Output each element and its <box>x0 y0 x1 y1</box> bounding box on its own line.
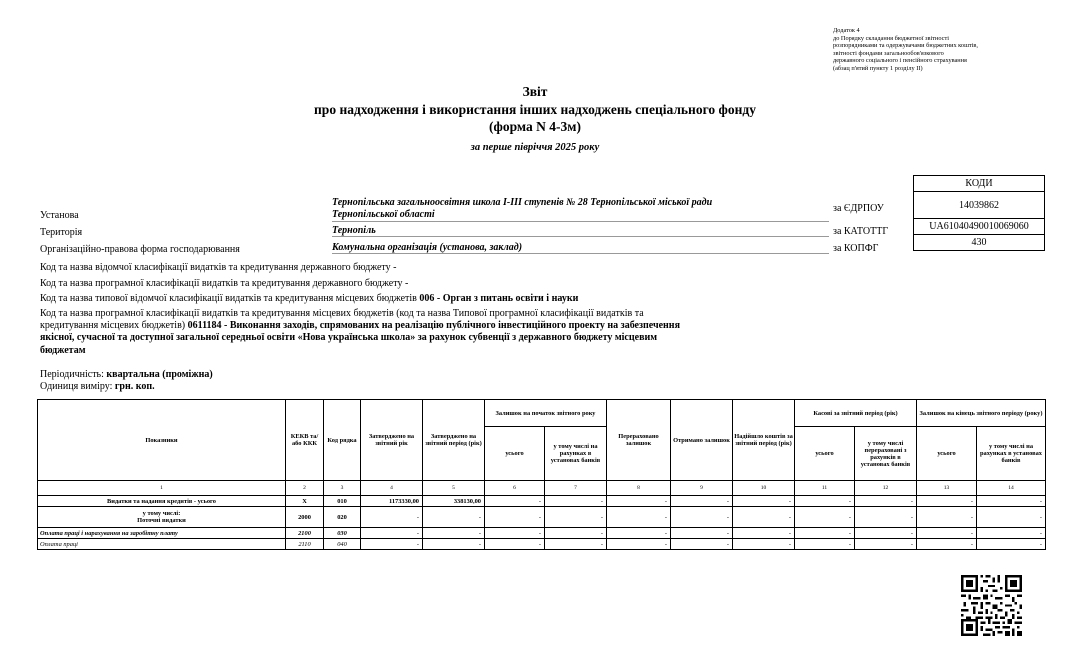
territory-value: Тернопіль <box>332 225 829 237</box>
cell-value: 338130,00 <box>423 496 485 507</box>
table-row <box>38 507 1046 528</box>
local-dept-class-value: 006 - Орган з питань освіти і науки <box>419 293 579 304</box>
header-received: Отримано залишок <box>671 400 733 481</box>
col-number: 2 <box>286 481 324 496</box>
codes-header: КОДИ <box>914 176 1045 192</box>
row-name-line: Поточні видатки <box>137 517 186 524</box>
cell-value: - <box>607 496 671 507</box>
report-form: (форма N 4-3м) <box>489 119 581 134</box>
cell-value: - <box>855 507 917 528</box>
cell-value: - <box>671 507 733 528</box>
cell-value: - <box>855 539 917 550</box>
qr-code-icon <box>961 575 1022 636</box>
col-number: 13 <box>917 481 977 496</box>
cell-value: - <box>423 539 485 550</box>
cell-value: - <box>855 528 917 539</box>
cell-value: - <box>671 496 733 507</box>
note-line: звітності фондами загальнообов'язкового <box>833 49 944 57</box>
cell-value: - <box>855 496 917 507</box>
header-indicators: Показники <box>38 400 286 481</box>
cell-value: - <box>733 507 795 528</box>
cell-value: - <box>977 507 1046 528</box>
cell-value: - <box>423 507 485 528</box>
header-cash: Касові за звітний період (рік) <box>795 400 917 427</box>
note-line: Додаток 4 <box>833 27 860 34</box>
cell-value: - <box>795 528 855 539</box>
legal-form-label: Організаційно-правова форма господарювання <box>40 244 240 255</box>
note-line: розпорядниками та одержувачами бюджетних коштів, <box>833 42 978 50</box>
edrpou-label: за ЄДРПОУ <box>833 203 884 214</box>
state-dept-class: Код та назва відомчої класифікації видатків та кредитування державного бюджету - <box>40 262 397 273</box>
header-total: усього <box>485 427 545 481</box>
unit-value: грн. коп. <box>114 381 155 392</box>
cell-value: - <box>485 507 545 528</box>
cell-value: - <box>361 539 423 550</box>
col-number: 12 <box>855 481 917 496</box>
report-title: Звіт <box>522 84 548 99</box>
header-approved-period: Затверджено на звітний період (рік) <box>423 400 485 481</box>
report-table <box>37 399 1046 550</box>
header-income: Надійшло коштів за звітний період (рік) <box>733 400 795 481</box>
local-program-class-value: якісної, сучасної та доступної загальної середньої освіти «Нова українська школа» за рахунок субвенції з державного бюджету місцевим <box>40 332 658 344</box>
cell-value: - <box>977 539 1046 550</box>
col-number: 1 <box>38 481 286 496</box>
local-dept-class-label: Код та назва типової відомчої класифікації видатків та кредитування місцевих бюджетів <box>40 293 420 304</box>
cell-value: - <box>671 539 733 550</box>
cell-value: - <box>607 528 671 539</box>
kopfg-code: 430 <box>914 235 1045 251</box>
territory-label: Територія <box>40 227 83 238</box>
note-line: (абзац п'ятий пункту 1 розділу II) <box>833 64 923 72</box>
row-code: 030 <box>324 528 361 539</box>
institution-value-line: Тернопільської області <box>332 209 435 220</box>
cell-value: - <box>361 528 423 539</box>
row-kekv: 2100 <box>286 528 324 539</box>
header-banks: у тому числі на рахунках в установах банків <box>545 427 607 481</box>
header-total: усього <box>795 427 855 481</box>
local-program-class-label: кредитування місцевих бюджетів) <box>40 320 188 332</box>
cell-value: - <box>361 507 423 528</box>
unit-label: Одиниця виміру: <box>40 381 115 392</box>
row-kekv: X <box>286 496 324 507</box>
cell-value: - <box>795 496 855 507</box>
cell-value: - <box>917 507 977 528</box>
cell-value: - <box>795 539 855 550</box>
cell-value: - <box>423 528 485 539</box>
state-program-class: Код та назва програмної класифікації видатків та кредитування державного бюджету - <box>40 278 409 289</box>
local-program-class-value: 0611184 - Виконання заходів, спрямованих на реалізацію публічного інвестиційного проекту на забезпечення <box>187 320 680 332</box>
appendix-note <box>833 27 1033 73</box>
cell-value: - <box>977 496 1046 507</box>
local-program-class-value: бюджетам <box>40 344 86 356</box>
cell-value: - <box>607 539 671 550</box>
col-number: 11 <box>795 481 855 496</box>
header-kekv: КЕКВ та/або ККК <box>286 400 324 481</box>
row-name-line: у тому числі: <box>142 510 181 517</box>
table-row <box>38 496 1046 507</box>
header-cash-banks: у тому числі перераховані з рахунків в установах банків <box>855 427 917 481</box>
cell-value: - <box>917 539 977 550</box>
col-number: 4 <box>361 481 423 496</box>
row-code: 010 <box>324 496 361 507</box>
institution-value-line: Тернопільська загальноосвітня школа І-ІІІ ступенів № 28 Тернопільської міської ради <box>332 197 713 208</box>
row-kekv: 2000 <box>286 507 324 528</box>
cell-value: - <box>733 528 795 539</box>
local-program-class-label: Код та назва програмної класифікації видатків та кредитування місцевих бюджетів (код та назва Типової програмної класифікації видатків та <box>40 308 644 319</box>
header-approved-year: Затверджено на звітний рік <box>361 400 423 481</box>
col-number: 14 <box>977 481 1046 496</box>
header-total: усього <box>917 427 977 481</box>
unit <box>40 381 155 392</box>
row-kekv: 2110 <box>286 539 324 550</box>
local-dept-class <box>40 293 578 304</box>
header-transferred: Перераховано залишок <box>607 400 671 481</box>
periodicity-label: Періодичність: <box>40 369 107 380</box>
periodicity <box>40 369 213 380</box>
col-number: 10 <box>733 481 795 496</box>
header-banks: у тому числі на рахунках в установах банків <box>977 427 1046 481</box>
cell-value: - <box>545 507 607 528</box>
col-number: 6 <box>485 481 545 496</box>
cell-value: - <box>607 507 671 528</box>
cell-value: - <box>917 528 977 539</box>
note-line: до Порядку складання бюджетної звітності <box>833 34 949 42</box>
table-row <box>38 528 1046 539</box>
row-name: Оплата праці і нарахування на заробітну плату <box>38 528 286 539</box>
row-name: Оплата праці <box>38 539 286 550</box>
header-code: Код рядка <box>324 400 361 481</box>
katottg-code: UA61040490010069060 <box>914 219 1045 235</box>
cell-value: - <box>917 496 977 507</box>
col-number: 3 <box>324 481 361 496</box>
institution-value <box>332 197 829 222</box>
row-code: 040 <box>324 539 361 550</box>
cell-value: - <box>545 539 607 550</box>
cell-value: - <box>733 539 795 550</box>
col-number: 8 <box>607 481 671 496</box>
col-number: 5 <box>423 481 485 496</box>
cell-value: - <box>485 496 545 507</box>
local-program-class <box>40 308 810 357</box>
report-subtitle: про надходження і використання інших надходжень спеціального фонду <box>314 102 756 117</box>
institution-label: Установа <box>40 210 79 221</box>
note-line: державного соціального і пенсійного страхування <box>833 57 967 65</box>
cell-value: - <box>733 496 795 507</box>
cell-value: - <box>545 496 607 507</box>
cell-value: - <box>545 528 607 539</box>
cell-value: - <box>671 528 733 539</box>
row-name: Видатки та надання кредитів - усього <box>38 496 286 507</box>
cell-value: - <box>977 528 1046 539</box>
edrpou-code: 14039862 <box>914 192 1045 219</box>
header-rest-begin: Залишок на початок звітного року <box>485 400 607 427</box>
periodicity-value: квартальна (проміжна) <box>106 369 213 380</box>
codes-table <box>913 175 1045 251</box>
cell-value: - <box>485 528 545 539</box>
header-rest-end: Залишок на кінець звітного періоду (року) <box>917 400 1046 427</box>
legal-form-value: Комунальна організація (установа, заклад) <box>332 242 829 254</box>
cell-value: - <box>485 539 545 550</box>
row-code: 020 <box>324 507 361 528</box>
col-number: 7 <box>545 481 607 496</box>
report-period: за перше півріччя 2025 року <box>470 142 600 153</box>
katottg-label: за КАТОТТГ <box>833 226 889 237</box>
cell-value: 1173330,00 <box>361 496 423 507</box>
table-row <box>38 539 1046 550</box>
col-number: 9 <box>671 481 733 496</box>
kopfg-label: за КОПФГ <box>833 243 879 254</box>
row-name <box>38 507 286 528</box>
cell-value: - <box>795 507 855 528</box>
